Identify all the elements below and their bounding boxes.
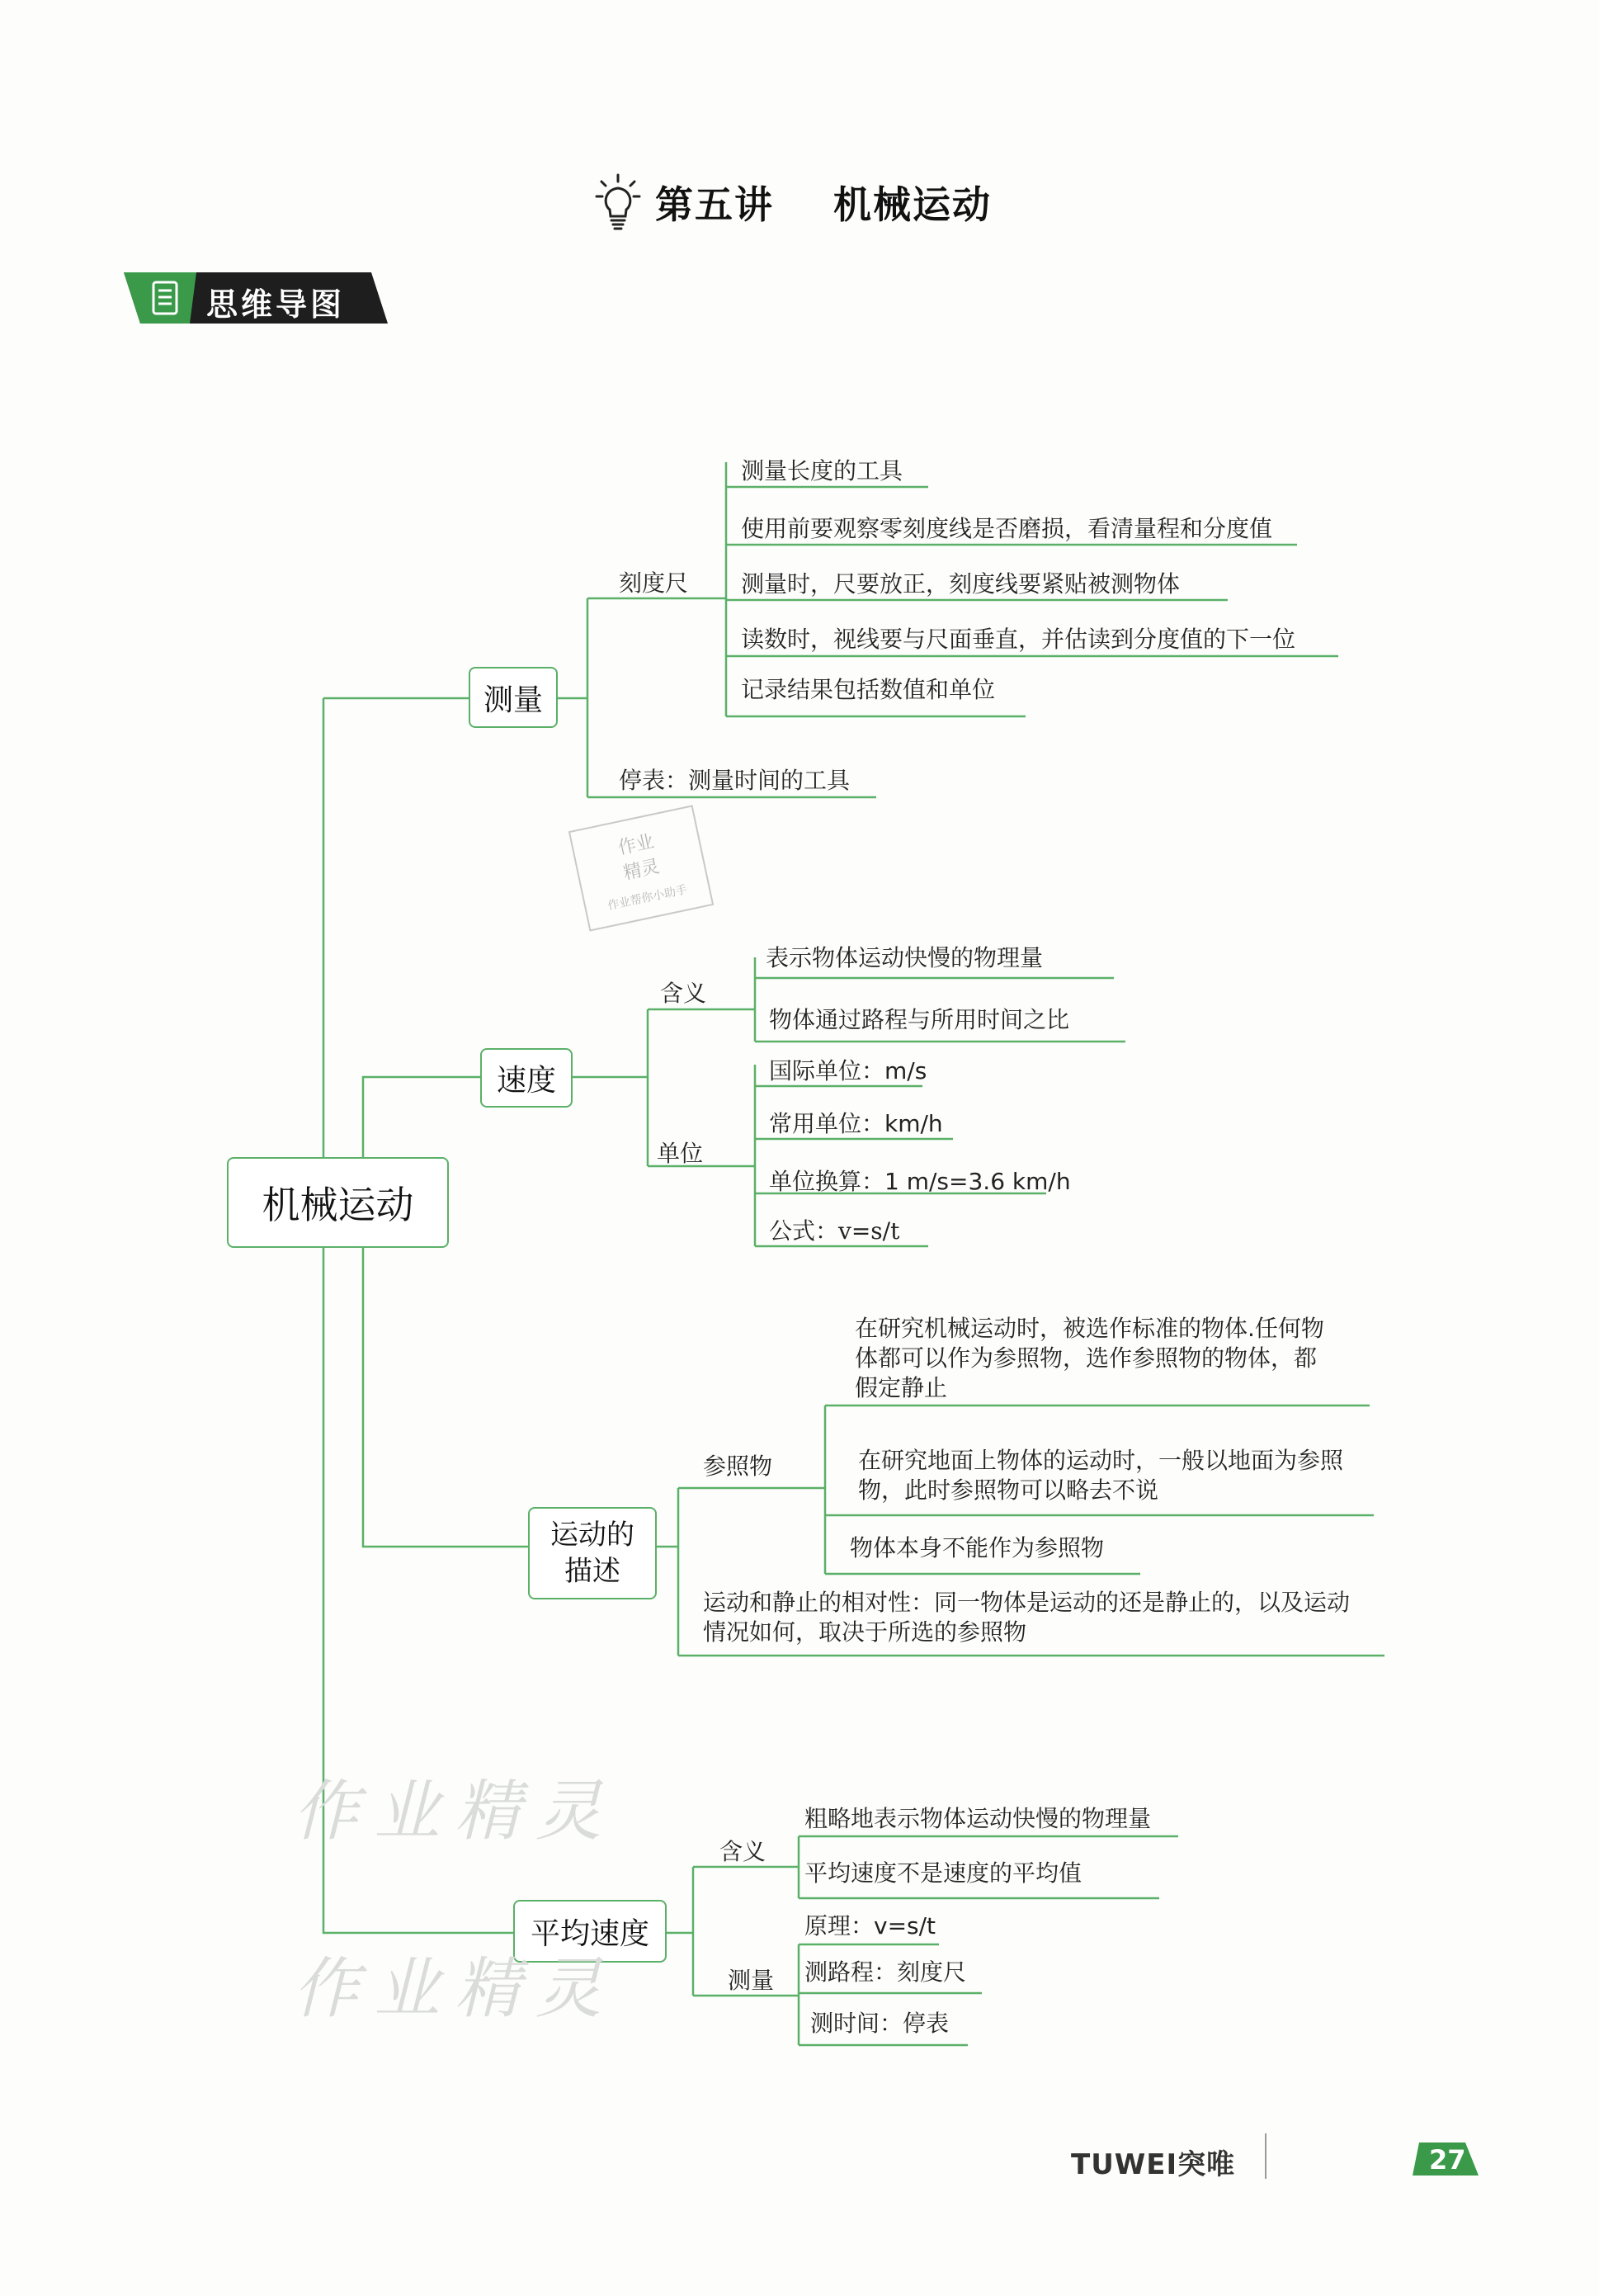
brand-logo: TUWEI突唯 [1071, 2148, 1236, 2181]
reference-label: 参照物 [703, 1453, 773, 1480]
watermark-stamp: 作业 精灵 作业帮你小助手 [568, 805, 714, 931]
speed-unit-item: 单位换算：1 m/s=3.6 km/h [769, 1168, 1071, 1195]
speed-formula-item: 公式：v=s/t [769, 1217, 900, 1245]
speed-meaning-item: 物体通过路程与所用时间之比 [769, 1006, 1070, 1033]
root-label: 机械运动 [262, 1183, 414, 1227]
ruler-item: 测量时，尺要放正，刻度线要紧贴被测物体 [741, 570, 1181, 598]
motion-node [528, 1507, 657, 1599]
watermark-text: 作业精灵 [293, 1773, 616, 1850]
avg-measure-item: 测时间：停表 [810, 2010, 950, 2037]
avg-measure-label: 测量 [728, 1967, 775, 1994]
page-title: 第五讲 机械运动 [655, 182, 993, 227]
avg-measure-item: 原理：v=s/t [804, 1912, 936, 1939]
speed-unit-label: 单位 [657, 1140, 704, 1167]
measure-label: 测量 [483, 683, 543, 717]
watermark-text: 作业精灵 [293, 1950, 616, 2027]
page-number: 27 [1429, 2144, 1466, 2176]
avg-meaning-label: 含义 [719, 1838, 766, 1865]
root-node [227, 1157, 449, 1248]
reference-item: 物体本身不能作为参照物 [850, 1534, 1105, 1561]
stopwatch-item: 停表：测量时间的工具 [619, 767, 851, 794]
reference-item: 在研究机械运动时，被选作标准的物体.任何物体都可以作为参照物，选作参照物的物体，都假定静止 [855, 1315, 1324, 1401]
avg-meaning-item: 平均速度不是速度的平均值 [804, 1859, 1083, 1887]
speed-label: 速度 [496, 1063, 556, 1098]
speed-meaning-label: 含义 [660, 980, 707, 1007]
measure-node [469, 667, 558, 728]
ruler-item: 读数时，视线要与尺面垂直，并估读到分度值的下一位 [741, 626, 1296, 653]
ruler-item: 记录结果包括数值和单位 [741, 676, 996, 703]
ruler-item: 测量长度的工具 [741, 457, 903, 484]
reference-item: 在研究地面上物体的运动时，一般以地面为参照物，此时参照物可以略去不说 [858, 1447, 1344, 1504]
motion-label-line2: 描述 [564, 1555, 620, 1588]
ruler-label: 刻度尺 [619, 569, 689, 597]
avg-meaning-item: 粗略地表示物体运动快慢的物理量 [804, 1805, 1152, 1832]
speed-unit-item: 常用单位：km/h [769, 1110, 943, 1137]
footer-divider [1265, 2133, 1266, 2179]
avg-measure-item: 测路程：刻度尺 [804, 1958, 967, 1986]
section-label: 思维导图 [206, 286, 346, 323]
ruler-item: 使用前要观察零刻度线是否磨损，看清量程和分度值 [741, 515, 1273, 542]
motion-label-line1: 运动的 [550, 1519, 634, 1552]
speed-meaning-item: 表示物体运动快慢的物理量 [766, 944, 1044, 971]
relativity-item: 运动和静止的相对性：同一物体是运动的还是静止的，以及运动情况如何，取决于所选的参照物 [703, 1589, 1351, 1646]
speed-node [480, 1048, 573, 1108]
speed-unit-item: 国际单位：m/s [769, 1057, 927, 1084]
average-speed-label: 平均速度 [530, 1916, 649, 1951]
